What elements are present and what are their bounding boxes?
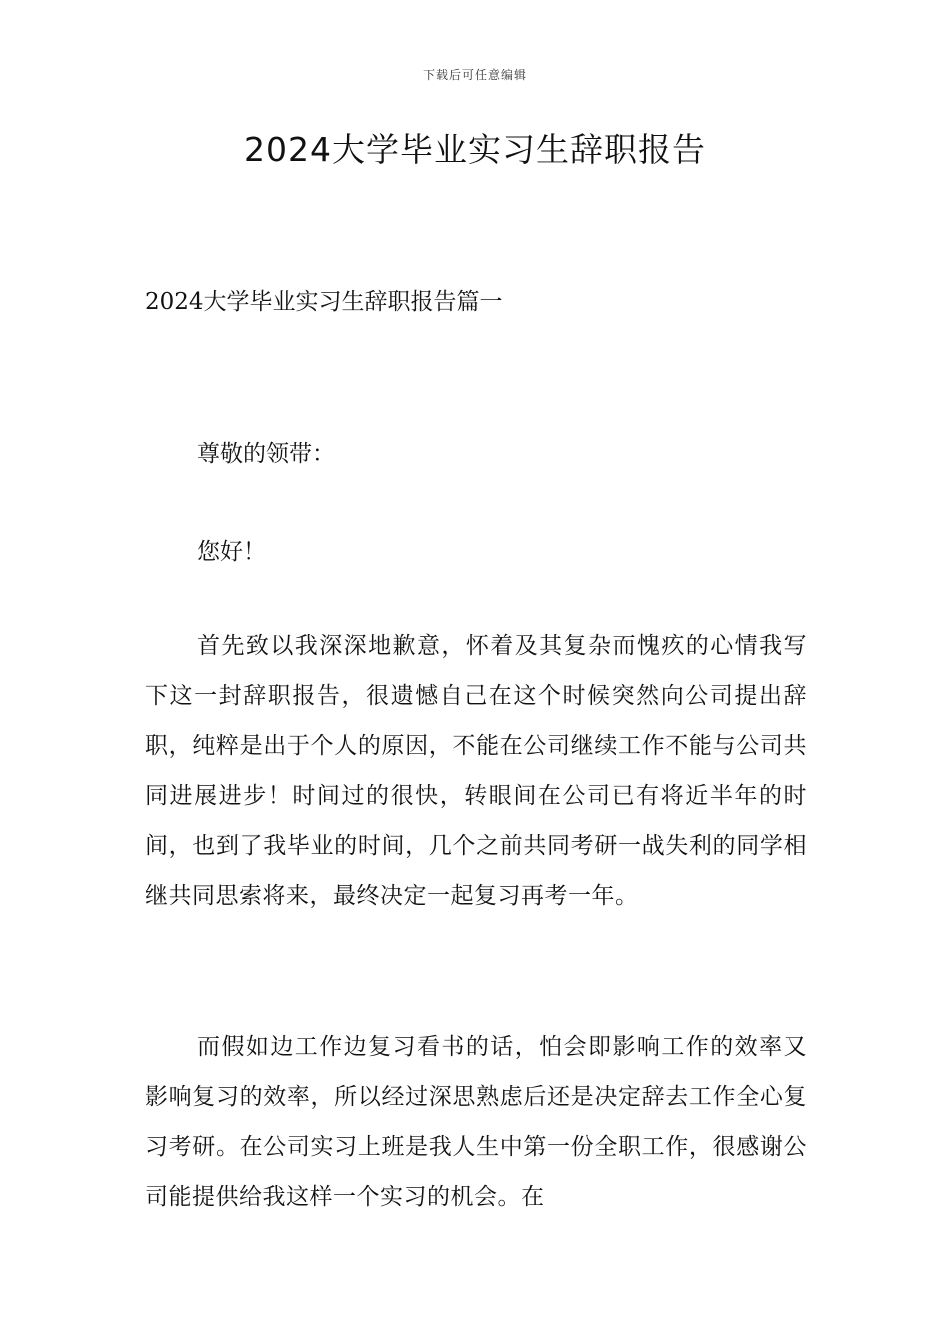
header-note: 下载后可任意编辑: [422, 68, 527, 82]
salutation: 尊敬的领带：: [197, 441, 335, 467]
section-heading: 2024大学毕业实习生辞职报告篇一: [145, 289, 503, 315]
greeting: 您好！: [197, 539, 266, 565]
document-title: 2024大学毕业实习生辞职报告: [244, 130, 706, 169]
body-paragraph: 而假如边工作边复习看书的话，怕会即影响工作的效率又影响复习的效率，所以经过深思熟虑后还是决定辞去工作全心复习考研。在公司实习上班是我人生中第一份全职工作，很感谢公司能提供给我这样一个实习的机会。在: [145, 1034, 807, 1210]
body-paragraph: 首先致以我深深地歉意，怀着及其复杂而愧疚的心情我写下这一封辞职报告，很遗憾自己在这个时候突然向公司提出辞职，纯粹是出于个人的原因，不能在公司继续工作不能与公司共同进展进步！时间过的很快，转眼间在公司已有将近半年的时间，也到了我毕业的时间，几个之前共同考研一战失利的同学相继共同思索将来，最终决定一起复习再考一年。: [145, 633, 807, 909]
